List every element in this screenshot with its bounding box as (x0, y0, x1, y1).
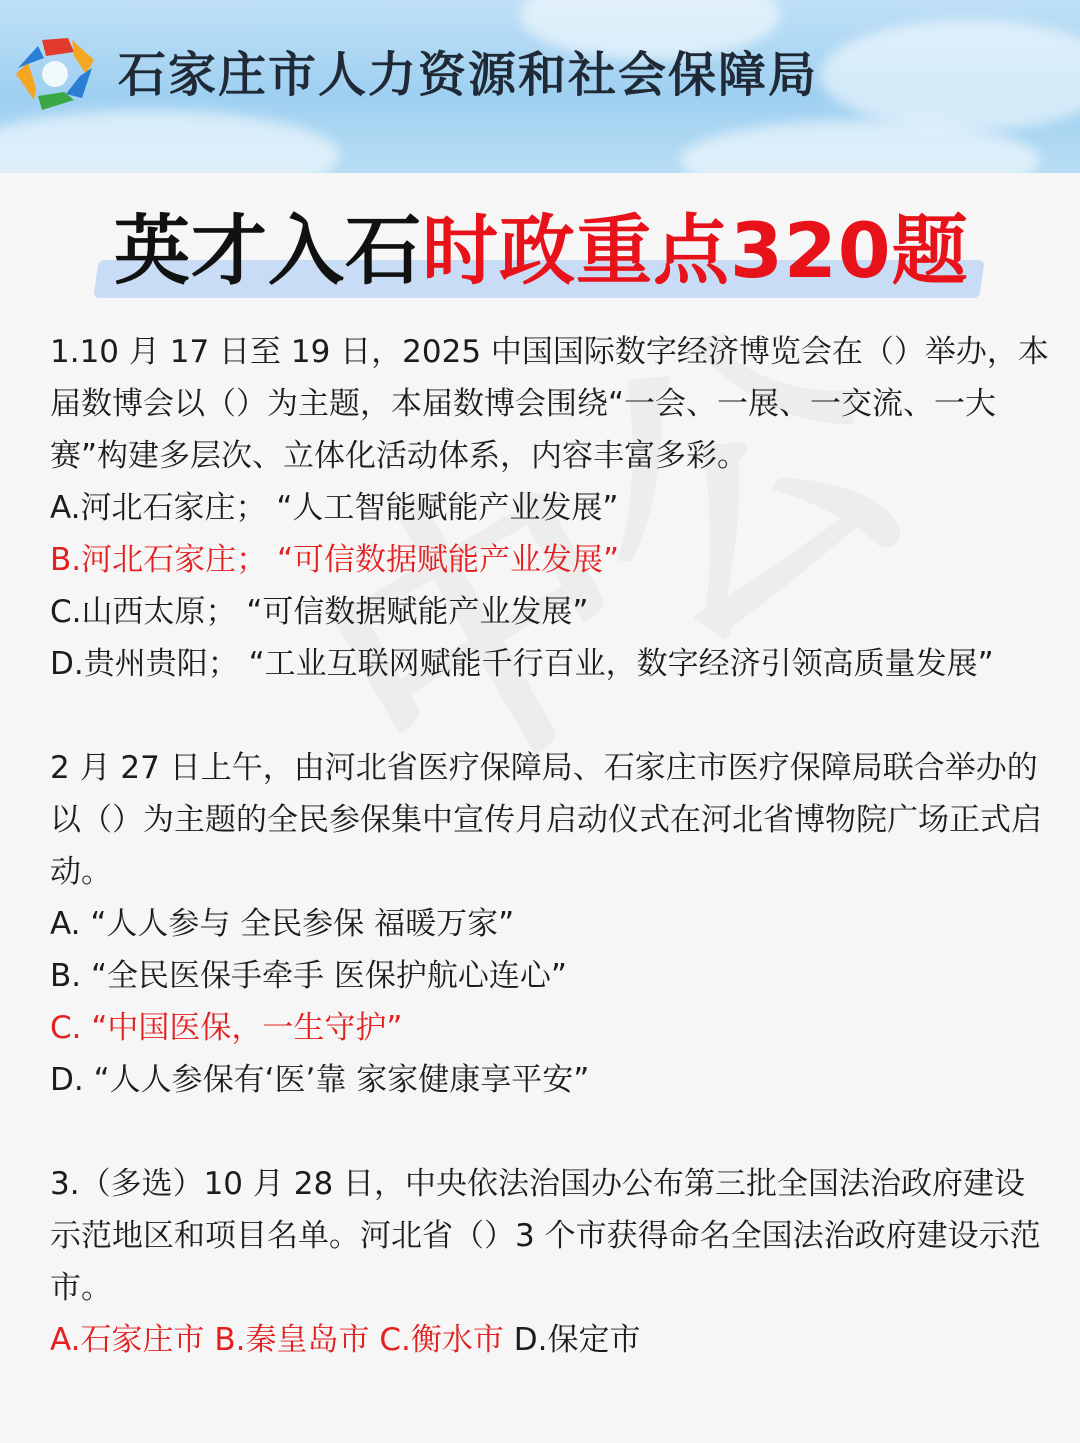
option-b-correct: B.河北石家庄； “可信数据赋能产业发展” (50, 542, 620, 578)
inline-options (50, 1314, 1052, 1366)
title-text (114, 205, 969, 297)
question-stem: 3.（多选）10 月 28 日，中央依法治国办公布第三批全国法治政府建设示范地区和项目名单。河北省（）3 个市获得命名全国法治政府建设示范市。 (50, 1166, 1041, 1306)
title-black-part: 英才入石 (114, 206, 422, 295)
title-red-part: 时政重点320题 (422, 206, 969, 295)
header-banner (0, 0, 1080, 173)
question-2 (50, 742, 1052, 1106)
question-1 (50, 326, 1052, 690)
question-stem: 2 月 27 日上午，由河北省医疗保障局、石家庄市医疗保障局联合举办的以（）为主题的全民参保集中宣传月启动仪式在河北省博物院广场正式启动。 (50, 750, 1042, 890)
organization-name: 石家庄市人力资源和社会保障局 (118, 47, 819, 103)
option-a: A.河北石家庄； “人工智能赋能产业发展” (50, 490, 619, 526)
option-d: D.保定市 (513, 1322, 641, 1358)
pentagon-logo-icon (12, 34, 98, 116)
option-d: D.贵州贵阳； “工业互联网赋能千行百业，数字经济引领高质量发展” (50, 646, 994, 682)
option-c-correct: C. “中国医保，一生守护” (50, 1010, 403, 1046)
question-list (50, 326, 1052, 1366)
question-stem: 1.10 月 17 日至 19 日，2025 中国国际数字经济博览会在（）举办，本届数博会以（）为主题，本届数博会围绕“一会、一展、一交流、一大赛”构建多层次、立体化活动体系，内容丰富多彩。 (50, 334, 1049, 474)
option-c: C.山西太原； “可信数据赋能产业发展” (50, 594, 589, 630)
cloud-decoration (820, 20, 1080, 130)
question-3 (50, 1158, 1052, 1366)
cloud-decoration (0, 110, 340, 173)
option-b-correct: B.秦皇岛市 (214, 1322, 370, 1358)
option-b: B. “全民医保手牵手 医保护航心连心” (50, 958, 567, 994)
option-d: D. “人人参保有‘医’靠 家家健康享平安” (50, 1062, 590, 1098)
option-a-correct: A.石家庄市 (50, 1322, 205, 1358)
page-title (0, 205, 1080, 305)
option-c-correct: C.衡水市 (379, 1322, 504, 1358)
option-a: A. “人人参与 全民参保 福暖万家” (50, 906, 515, 942)
